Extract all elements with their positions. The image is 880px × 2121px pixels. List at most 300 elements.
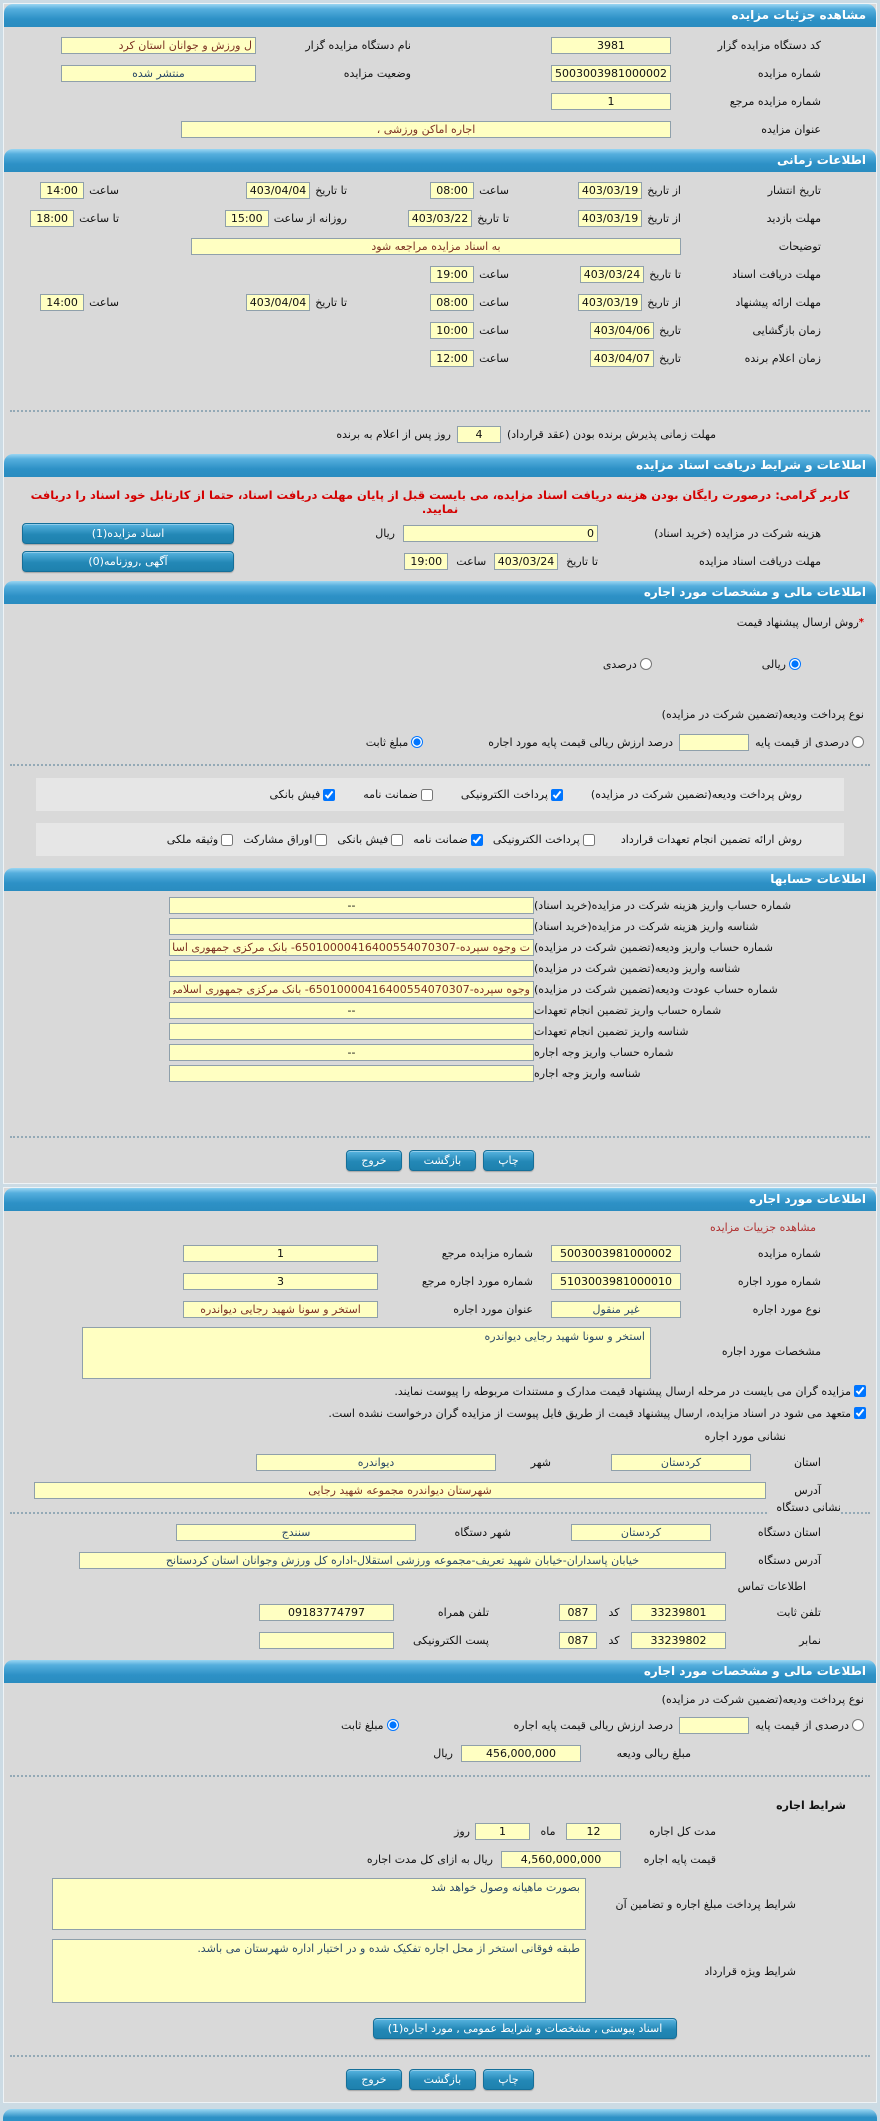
auctioneer-code-input[interactable] — [551, 37, 671, 54]
days-unit-label: روز — [454, 1824, 470, 1838]
section-title: اطلاعات مورد اجاره — [749, 1192, 866, 1206]
receive-docs-time-input[interactable] — [430, 266, 474, 283]
row-offer-deadline — [4, 288, 876, 316]
phone-code-input[interactable] — [559, 1604, 597, 1621]
section-header-financial-info — [4, 581, 876, 604]
offer-from-hour — [347, 294, 509, 311]
item-address-input[interactable] — [34, 1482, 766, 1499]
account-label: شماره حساب عودت ودیعه(تضمین شرکت در مزایده) — [534, 983, 778, 996]
auction-number-label: شماره مزایده — [757, 66, 821, 80]
attachments-row — [4, 2018, 876, 2039]
auction-title-label: عنوان مزایده — [761, 122, 821, 136]
row-opening-time — [4, 316, 876, 344]
percent-base-radio-2[interactable] — [852, 1719, 864, 1731]
section-title: اطلاعات زمانی — [777, 153, 866, 167]
phone-label: تلفن ثابت — [776, 1605, 821, 1619]
percent-base-input-2[interactable] — [679, 1717, 749, 1734]
spacer — [4, 2004, 876, 2018]
offer-from-time-input[interactable] — [430, 294, 474, 311]
exit-button[interactable]: خروج — [346, 2069, 401, 2090]
account-input[interactable] — [169, 960, 534, 977]
row-lease-duration — [4, 1817, 876, 1845]
percent-base-radio-option-2[interactable] — [755, 1719, 864, 1732]
org-city-input[interactable] — [176, 1524, 416, 1541]
account-row — [4, 1063, 876, 1084]
account-input[interactable] — [169, 1044, 534, 1061]
item-province-label: استان — [793, 1455, 821, 1469]
guarantee-bonds-option[interactable] — [243, 833, 327, 846]
attachments-button[interactable]: اسناد پیوستی , مشخصات و شرایط عمومی , مورد اجاره(1) — [373, 2018, 678, 2039]
date-label: تاریخ — [659, 323, 681, 337]
spacer — [4, 1114, 876, 1128]
participation-fee-label: هزینه شرکت در مزایده (خرید اسناد) — [654, 526, 821, 540]
publish-to-time-input[interactable] — [40, 182, 84, 199]
to-date-label: تا تاریخ — [315, 295, 347, 309]
section-header-docs-terms — [4, 454, 876, 477]
spacer — [4, 636, 876, 650]
spacer — [4, 1084, 876, 1114]
visit-daily-from — [119, 210, 347, 227]
visit-deadline-label: مهلت بازدید — [766, 211, 821, 225]
receive-docs-hour — [347, 266, 509, 283]
auction-no-label: شماره مزایده — [757, 1246, 821, 1260]
item-no-input[interactable] — [551, 1273, 681, 1290]
auction-details-panel — [3, 3, 877, 1184]
row-item-specs — [4, 1323, 876, 1380]
guarantee-property-checkbox[interactable] — [221, 834, 233, 846]
row-visit-deadline — [4, 204, 876, 232]
winner-hour — [347, 350, 509, 367]
org-province-input[interactable] — [571, 1524, 711, 1541]
hour-label: ساعت — [479, 323, 509, 337]
base-price-unit: ریال به ازای کل مدت اجاره — [366, 1852, 493, 1866]
offer-to-hour — [14, 294, 119, 311]
winner-announce-label: زمان اعلام برنده — [744, 351, 821, 365]
row-auction-no — [4, 1239, 876, 1267]
percent-base-suffix: درصد ارزش ریالی قیمت پایه مورد اجاره — [488, 735, 674, 749]
months-unit-label: ماه — [540, 1824, 556, 1838]
visit-to — [347, 210, 509, 227]
item-no-label: شماره مورد اجاره — [737, 1274, 821, 1288]
hour-label: ساعت — [89, 183, 119, 197]
fee-group — [375, 525, 821, 542]
item-type-input[interactable] — [551, 1301, 681, 1318]
item-province-input[interactable] — [611, 1454, 751, 1471]
auction-no-input[interactable] — [551, 1245, 681, 1262]
confirmation-label: متعهد می شود در اسناد مزایده، ارسال پیشنهاد قیمت از طریق فایل پیوست از مزایده گران درخواست نشده است. — [328, 1406, 851, 1420]
org-address-label: آدرس دستگاه — [758, 1553, 821, 1567]
auctioneer-name-label: نام دستگاه مزایده گزار — [305, 38, 411, 52]
auction-status-label: وضعیت مزایده — [343, 66, 411, 80]
docs-deadline-time-input[interactable] — [404, 553, 448, 570]
hour-label: ساعت — [479, 267, 509, 281]
attach-docs-confirmation[interactable] — [394, 1385, 866, 1398]
section-header-time-info — [4, 149, 876, 172]
attach-docs-checkbox[interactable] — [854, 1385, 866, 1397]
visit-from-date-input[interactable] — [578, 210, 642, 227]
row-auctioneer-code — [4, 31, 876, 59]
docs-deadline-date-input[interactable] — [494, 553, 558, 570]
row-item-no — [4, 1267, 876, 1295]
auction-status-input[interactable] — [61, 65, 256, 82]
daily-from-hour-label: روزانه از ساعت — [273, 211, 347, 225]
pay-method-guarantee-letter-checkbox[interactable] — [421, 789, 433, 801]
spacer — [4, 1785, 876, 1793]
row-org-address — [4, 1546, 876, 1574]
email-label: پست الکترونیکی — [413, 1633, 489, 1647]
deposit-type-label-2: نوع پرداخت ودیعه(تضمین شرکت در مزایده) — [661, 1692, 864, 1706]
fixed-amount-radio-option[interactable] — [366, 736, 423, 749]
docs-deadline-group — [404, 553, 821, 570]
fax-input[interactable] — [631, 1632, 726, 1649]
percent-radio[interactable] — [640, 658, 652, 670]
row-auction-title — [4, 115, 876, 143]
email-input[interactable] — [259, 1632, 394, 1649]
payment-terms-label: شرایط پرداخت مبلغ اجاره و تضامین آن — [615, 1897, 796, 1911]
pay-method-bank-slip-option[interactable] — [269, 788, 335, 801]
guarantee-bank-slip-option[interactable] — [337, 833, 403, 846]
row-item-province-city — [4, 1448, 876, 1476]
print-button[interactable]: چاپ — [483, 1150, 534, 1171]
option-label: وثیقه ملکی — [166, 833, 219, 846]
fee-unit-label: ریال — [375, 526, 395, 540]
acceptance-deadline-suffix: روز پس از اعلام به برنده — [336, 427, 451, 441]
row-winner-announce-time — [4, 344, 876, 372]
footer-bar — [3, 2109, 877, 2121]
print-button[interactable]: چاپ — [483, 2069, 534, 2090]
publish-date-label: تاریخ انتشار — [767, 183, 821, 197]
publish-from — [509, 182, 681, 199]
payment-terms-textarea[interactable] — [52, 1878, 586, 1930]
hour-label: ساعت — [479, 183, 509, 197]
row-notes — [4, 232, 876, 260]
guarantee-bonds-checkbox[interactable] — [315, 834, 327, 846]
row-price-method-options — [4, 650, 876, 678]
account-row — [4, 1021, 876, 1042]
account-label: شناسه واریز ودیعه(تضمین شرکت در مزایده) — [534, 962, 741, 975]
price-method-label: روش ارسال پیشنهاد قیمت — [736, 615, 859, 629]
no-file-request-checkbox[interactable] — [854, 1407, 866, 1419]
acceptance-days-input[interactable] — [457, 426, 501, 443]
from-date-label: از تاریخ — [647, 295, 681, 309]
offer-to-date-input[interactable] — [246, 294, 310, 311]
contact-section-label: اطلاعات تماس — [737, 1579, 806, 1593]
item-address-label: آدرس — [794, 1483, 821, 1497]
docs-free-notice: کاربر گرامی: درصورت رایگان بودن هزینه دریافت اسناد مزایده، می بایست قبل از پایان مهلت دریافت اسناد، حتما از کارتابل خود اسناد را دریافت نمایید. — [30, 488, 850, 516]
mobile-label: تلفن همراه — [437, 1605, 489, 1619]
option-label: ضمانت نامه — [413, 833, 468, 846]
percent-radio-option[interactable] — [603, 658, 652, 671]
account-row — [4, 979, 876, 1000]
deposit-pay-methods-band — [36, 778, 844, 811]
row-deposit-amount — [4, 1739, 876, 1767]
deposit-amount-unit: ریال — [433, 1746, 453, 1760]
section-header-accounts — [4, 868, 876, 891]
row-item-address-section — [4, 1424, 876, 1448]
section-title: مشاهده جزئیات مزایده — [731, 8, 866, 22]
account-label: شناسه واریز وجه اجاره — [534, 1067, 641, 1080]
divider — [10, 1775, 870, 1777]
account-row — [4, 937, 876, 958]
section-title: اطلاعات مالی و مشخصات مورد اجاره — [643, 1664, 866, 1678]
row-base-price — [4, 1845, 876, 1873]
item-city-label: شهر — [530, 1455, 551, 1469]
lease-days-input[interactable] — [475, 1823, 530, 1840]
option-label: پرداخت الکترونیکی — [460, 788, 548, 801]
row-lease-terms-section — [4, 1793, 876, 1817]
hour-label: ساعت — [479, 351, 509, 365]
hour-label: ساعت — [89, 295, 119, 309]
option-label: ضمانت نامه — [363, 788, 418, 801]
percent-base-radio[interactable] — [852, 736, 864, 748]
auction-ref-label: شماره مزایده مرجع — [441, 1246, 533, 1260]
guarantee-electronic-checkbox[interactable] — [583, 834, 595, 846]
account-label: شناسه واریز هزینه شرکت در مزایده(خرید اسناد) — [534, 920, 759, 933]
fax-code-input[interactable] — [559, 1632, 597, 1649]
acceptance-deadline-label: مهلت زمانی پذیرش برنده بودن (عقد قرارداد) — [506, 427, 716, 441]
row-org-province-city — [4, 1518, 876, 1546]
divider — [10, 2055, 870, 2057]
exit-button[interactable]: خروج — [346, 1150, 401, 1171]
receive-docs-label: مهلت دریافت اسناد — [732, 267, 821, 281]
spacer — [4, 2039, 876, 2047]
date-label: تاریخ — [659, 351, 681, 365]
lease-item-panel — [3, 1187, 877, 2103]
item-type-label: نوع مورد اجاره — [752, 1302, 821, 1316]
account-row — [4, 895, 876, 916]
contract-guarantee-label: روش ارائه تضمین انجام تعهدات قرارداد — [620, 833, 802, 846]
publish-from-time-input[interactable] — [430, 182, 474, 199]
notes-label: توضیحات — [778, 239, 821, 253]
auctioneer-name-input[interactable] — [61, 37, 256, 54]
special-terms-textarea[interactable] — [52, 1939, 586, 2003]
option-label: فیش بانکی — [337, 833, 389, 846]
org-city-label: شهر دستگاه — [454, 1525, 511, 1539]
row-auction-number — [4, 59, 876, 87]
spacer — [4, 372, 876, 402]
pay-method-electronic-checkbox[interactable] — [551, 789, 563, 801]
no-file-request-confirmation[interactable] — [328, 1407, 866, 1420]
row-item-type — [4, 1295, 876, 1323]
fixed-amount-label: مبلغ ثابت — [365, 735, 409, 749]
opening-hour — [347, 322, 509, 339]
row-fax — [4, 1626, 876, 1654]
winner-time-input[interactable] — [430, 350, 474, 367]
section-header-auction-details — [4, 4, 876, 27]
lease-months-input[interactable] — [566, 1823, 621, 1840]
row-special-terms — [4, 1931, 876, 2004]
from-date-label: از تاریخ — [647, 211, 681, 225]
deposit-type-label: نوع پرداخت ودیعه(تضمین شرکت در مزایده) — [661, 707, 864, 721]
row-acceptance-deadline — [4, 420, 876, 448]
item-specs-textarea[interactable] — [82, 1327, 651, 1379]
phone-code-label: کد — [608, 1605, 620, 1619]
section-title: اطلاعات حسابها — [770, 872, 866, 886]
back-button[interactable]: بازگشت — [409, 1150, 477, 1171]
item-city-input[interactable] — [256, 1454, 496, 1471]
to-date-label: تا تاریخ — [315, 183, 347, 197]
account-input[interactable] — [169, 1065, 534, 1082]
publish-to-hour — [14, 182, 119, 199]
panel1-actions — [4, 1146, 876, 1177]
account-label: شماره حساب واریز ودیعه(تضمین شرکت در مزایده) — [534, 941, 773, 954]
offer-from-date-input[interactable] — [578, 294, 642, 311]
mobile-input[interactable] — [259, 1604, 394, 1621]
row-deposit-type-options — [4, 728, 876, 756]
row-participation-fee — [4, 519, 876, 547]
divider — [10, 764, 870, 766]
fixed-amount-radio[interactable] — [411, 736, 423, 748]
row-contact-section — [4, 1574, 876, 1598]
page — [0, 3, 880, 2121]
percent-label: درصدی — [602, 657, 637, 671]
row-auction-ref — [4, 87, 876, 115]
visit-daily-from-time-input[interactable] — [225, 210, 269, 227]
lease-terms-section-label: شرایط اجاره — [776, 1798, 846, 1812]
percent-base-radio-option[interactable] — [755, 736, 864, 749]
item-ref-input[interactable] — [183, 1273, 378, 1290]
notes-input[interactable] — [191, 238, 681, 255]
hour-label: ساعت — [456, 554, 487, 568]
rial-label: ریالی — [761, 657, 786, 671]
guarantee-bank-slip-checkbox[interactable] — [391, 834, 403, 846]
account-row — [4, 916, 876, 937]
section-title: اطلاعات مالی و مشخصات مورد اجاره — [643, 585, 866, 599]
auction-number-input[interactable] — [551, 65, 671, 82]
view-auction-details-link[interactable]: مشاهده جزییات مزایده — [710, 1220, 816, 1234]
account-input[interactable] — [169, 981, 534, 998]
visit-from — [509, 210, 681, 227]
fixed-amount-radio-2[interactable] — [387, 1719, 399, 1731]
deposit-pay-methods-label: روش پرداخت ودیعه(تضمین شرکت در مزایده) — [590, 788, 802, 801]
row-deposit-type-options-2 — [4, 1711, 876, 1739]
item-ref-label: شماره مورد اجاره مرجع — [421, 1274, 533, 1288]
back-button[interactable]: بازگشت — [409, 2069, 477, 2090]
row-docs-deadline — [4, 547, 876, 575]
publish-from-hour — [347, 182, 509, 199]
auction-ref-input[interactable] — [551, 93, 671, 110]
percent-base-label-2: درصدی از قیمت پایه — [755, 1718, 849, 1732]
row-phone — [4, 1598, 876, 1626]
account-input[interactable] — [169, 918, 534, 935]
pay-method-electronic-option[interactable] — [461, 788, 563, 801]
confirmation-label: مزایده گران می بایست در مرحله ارسال پیشنهاد قیمت مدارک و مستندات مربوطه را پیوست نمایند. — [394, 1384, 851, 1398]
phone-input[interactable] — [631, 1604, 726, 1621]
visit-to-date-input[interactable] — [408, 210, 472, 227]
offer-to-time-input[interactable] — [40, 294, 84, 311]
visit-until-time-input[interactable] — [30, 210, 74, 227]
docs-deadline-label: مهلت دریافت اسناد مزایده — [698, 554, 821, 568]
account-input[interactable] — [169, 897, 534, 914]
row-deposit-type — [4, 700, 876, 728]
rial-radio-option[interactable] — [762, 658, 801, 671]
contract-guarantee-methods-band — [36, 823, 844, 856]
row-deposit-type-2 — [4, 1687, 876, 1711]
guarantee-property-option[interactable] — [167, 833, 233, 846]
account-input[interactable] — [169, 1002, 534, 1019]
opening-date-input[interactable] — [590, 322, 654, 339]
until-hour-label: تا ساعت — [79, 211, 119, 225]
publish-to — [119, 182, 347, 199]
offer-from — [509, 294, 681, 311]
account-label: شناسه واریز تضمین انجام تعهدات — [534, 1025, 689, 1038]
fax-code-label: کد — [608, 1633, 620, 1647]
special-terms-label: شرایط ویژه قرارداد — [704, 1964, 796, 1978]
row-confirmation-1 — [4, 1380, 876, 1402]
receive-docs-date-input[interactable] — [580, 266, 644, 283]
org-address-input[interactable] — [79, 1552, 726, 1569]
row-view-link — [4, 1215, 876, 1239]
pay-method-bank-slip-checkbox[interactable] — [323, 789, 335, 801]
panel2-actions — [4, 2065, 876, 2096]
auction-ref-input[interactable] — [183, 1245, 378, 1262]
deposit-amount-input[interactable] — [461, 1745, 581, 1762]
row-confirmation-2 — [4, 1402, 876, 1424]
publish-to-date-input[interactable] — [246, 182, 310, 199]
opening-time-input[interactable] — [430, 322, 474, 339]
row-price-method — [4, 608, 876, 636]
participation-fee-input[interactable] — [403, 525, 598, 542]
opening-time-label: زمان بازگشایی — [752, 323, 821, 337]
guarantee-letter-option[interactable] — [413, 833, 483, 846]
auction-title-input[interactable] — [181, 121, 671, 138]
row-org-address-section — [4, 1496, 876, 1518]
required-star: * — [858, 616, 864, 628]
guarantee-letter-checkbox[interactable] — [471, 834, 483, 846]
account-label: شماره حساب واریز تضمین انجام تعهدات — [534, 1004, 722, 1017]
to-date-label: تا تاریخ — [566, 554, 598, 568]
winner-date-input[interactable] — [590, 350, 654, 367]
account-input[interactable] — [169, 939, 534, 956]
row-publish-date — [4, 176, 876, 204]
auction-ref-label: شماره مزایده مرجع — [729, 94, 821, 108]
to-date-label: تا تاریخ — [649, 267, 681, 281]
winner-date — [509, 350, 681, 367]
publish-from-date-input[interactable] — [578, 182, 642, 199]
guarantee-electronic-option[interactable] — [493, 833, 595, 846]
section-header-financial-info-2 — [4, 1660, 876, 1683]
spacer — [4, 678, 876, 700]
percent-base-input[interactable] — [679, 734, 749, 751]
hour-label: ساعت — [479, 295, 509, 309]
base-price-label: قیمت پایه اجاره — [643, 1852, 716, 1866]
pay-method-guarantee-letter-option[interactable] — [363, 788, 433, 801]
receive-docs-to — [509, 266, 681, 283]
account-label: شماره حساب واریز هزینه شرکت در مزایده(خرید اسناد) — [534, 899, 792, 912]
account-row — [4, 958, 876, 979]
base-price-input[interactable] — [501, 1851, 621, 1868]
offer-deadline-label: مهلت ارائه پیشنهاد — [735, 295, 821, 309]
option-label: اوراق مشارکت — [243, 833, 313, 846]
option-label: فیش بانکی — [269, 788, 321, 801]
divider — [10, 1136, 870, 1138]
auction-docs-button[interactable]: اسناد مزایده(1) — [22, 523, 234, 544]
fixed-amount-label-2: مبلغ ثابت — [341, 1718, 384, 1732]
account-row — [4, 1042, 876, 1063]
newspaper-ads-button[interactable]: آگهی ,روزنامه(0) — [22, 551, 234, 572]
item-address-section-label: نشانی مورد اجاره — [704, 1429, 786, 1443]
rial-radio[interactable] — [789, 658, 801, 670]
account-input[interactable] — [169, 1023, 534, 1040]
fixed-amount-radio-option-2[interactable] — [341, 1719, 398, 1732]
to-date-label: تا تاریخ — [477, 211, 509, 225]
item-title-input[interactable] — [183, 1301, 378, 1318]
fax-label: نمابر — [799, 1633, 821, 1647]
row-receive-docs-deadline — [4, 260, 876, 288]
org-address-section-label: نشانی دستگاه — [768, 1501, 841, 1514]
section-header-lease-item — [4, 1188, 876, 1211]
percent-base-label: درصدی از قیمت پایه — [755, 735, 849, 749]
